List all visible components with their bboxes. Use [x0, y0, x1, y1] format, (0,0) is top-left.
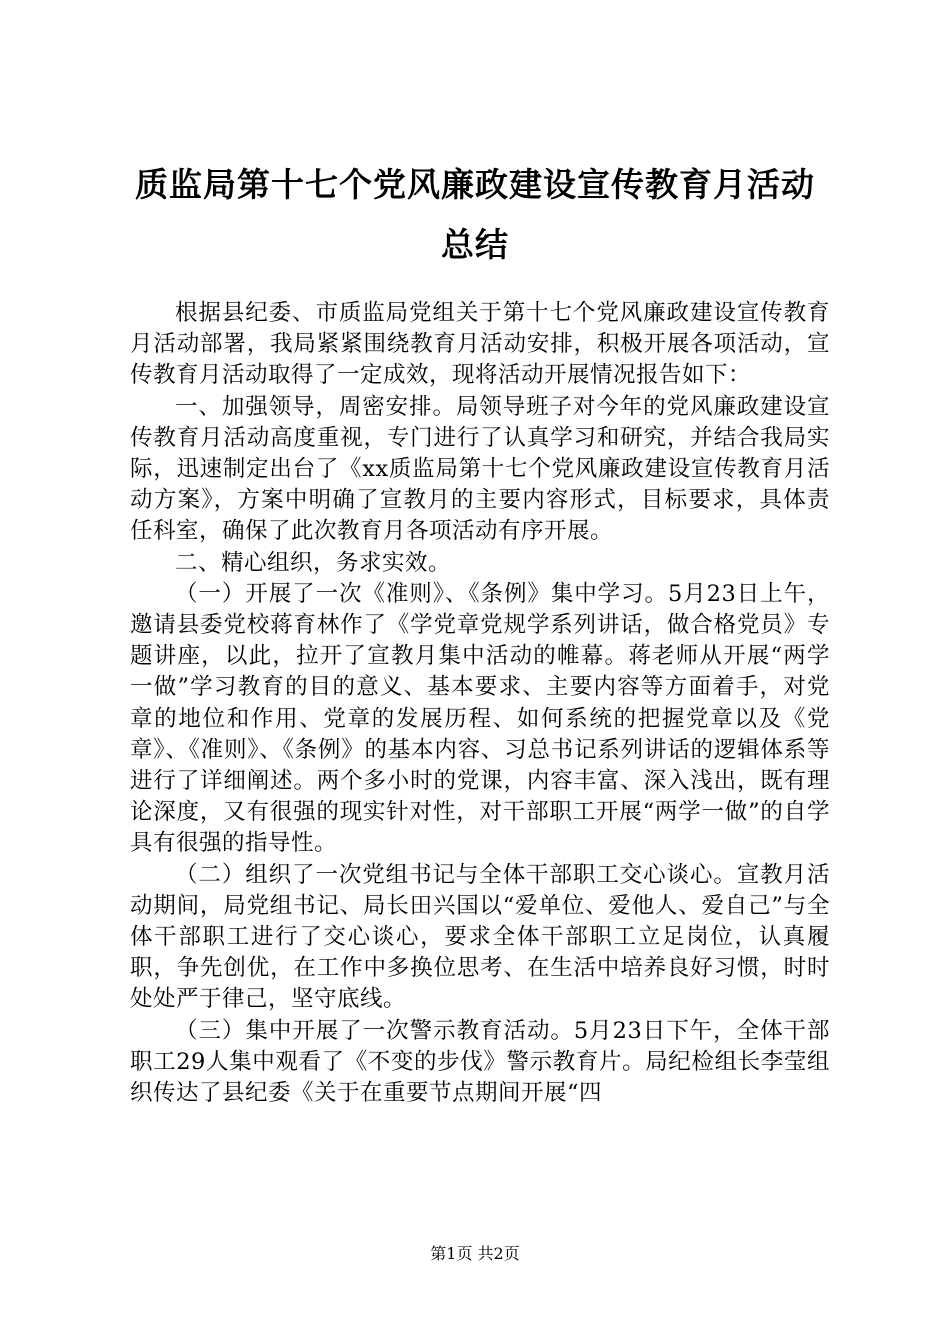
document-body [130, 298, 830, 1109]
paragraph-section-2-heading: 二、精心组织，务求实效。 [175, 549, 452, 576]
paragraph-item-3: （三）集中开展了一次警示教育活动。5月23日下午，全体干部职工29人集中观看了《不变的步伐》警示教育片。局纪检组长李莹组织传达了县纪委《关于在重要节点期间开展“四 [130, 1017, 830, 1107]
paragraph-section-1: 一、加强领导，周密安排。局领导班子对今年的党风廉政建设宣传教育月活动高度重视，专门进行了认真学习和研究，并结合我局实际，迅速制定出台了《xx质监局第十七个党风廉政建设宣传教育月活动方案》，方案中明确了宣教月的主要内容形式，目标要求，具体责任科室，确保了此次教育月各项活动有序开展。 [130, 393, 830, 545]
paragraph-intro: 根据县纪委、市质监局党组关于第十七个党风廉政建设宣传教育月活动部署，我局紧紧围绕教育月活动安排，积极开展各项活动，宣传教育月活动取得了一定成效，现将活动开展情况报告如下： [130, 300, 830, 389]
document-title-line-1: 质监局第十七个党风廉政建设宣传教育月活动 [135, 165, 815, 204]
document-title-line-2: 总结 [441, 225, 509, 264]
page-number-footer: 第1页 共2页 [430, 1244, 520, 1263]
paragraph-item-2: （二）组织了一次党组书记与全体干部职工交心谈心。宣教月活动期间，局党组书记、局长田兴国以“爱单位、爱他人、爱自己”与全体干部职工进行了交心谈心，要求全体干部职工立足岗位，认真履职，争先创优，在工作中多换位思考、在生活中培养良好习惯，时时处处严于律己，坚守底线。 [130, 861, 830, 1013]
paragraph-item-1: （一）开展了一次《准则》、《条例》集中学习。5月23日上午，邀请县委党校蒋育林作了《学党章党规学系列讲话，做合格党员》专题讲座，以此，拉开了宣教月集中活动的帷幕。蒋老师从开展“两学一做”学习教育的目的意义、基本要求、主要内容等方面着手，对党章的地位和作用、党章的发展历程、如何系统的把握党章以及《党章》、《准则》、《条例》的基本内容、习总书记系列讲话的逻辑体系等进行了详细阐述。两个多小时的党课，内容丰富、深入浅出，既有理论深度，又有很强的现实针对性，对干部职工开展“两学一做”的自学具有很强的指导性。 [130, 580, 830, 857]
